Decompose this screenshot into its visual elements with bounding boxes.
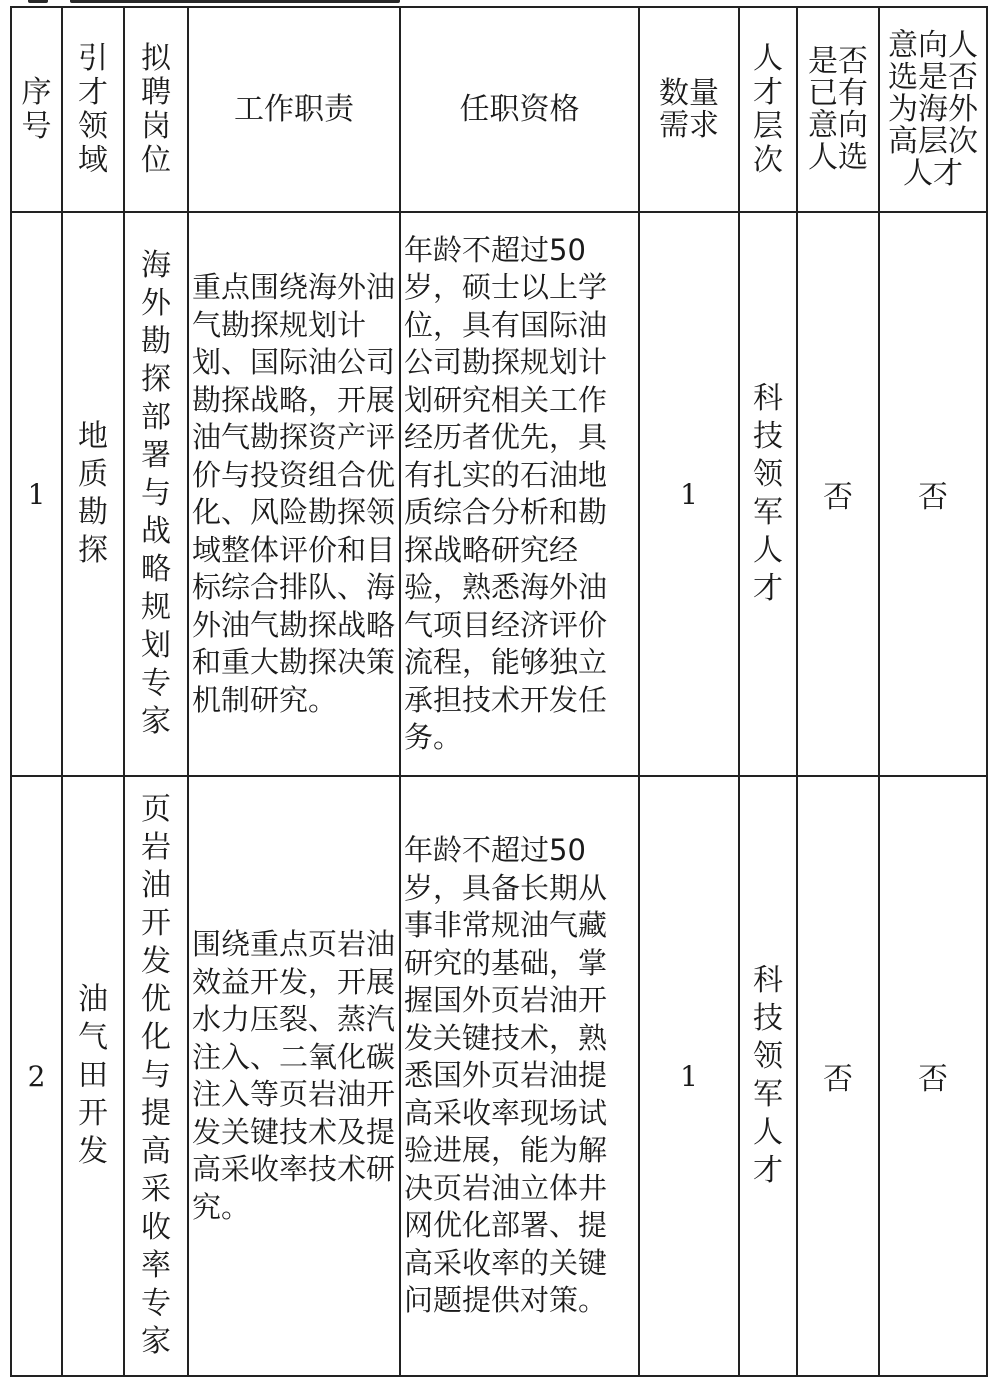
header-position: 拟聘岗位 (124, 7, 188, 212)
table-row (11, 776, 987, 1376)
recruitment-table (10, 6, 988, 1377)
row-seq: 2 (11, 776, 62, 1376)
header-qualifications: 任职资格 (400, 7, 639, 212)
header-quantity: 数量需求 (639, 7, 739, 212)
row-field: 油气田开发 (62, 776, 124, 1376)
row-overseas: 否 (879, 212, 987, 776)
header-overseas: 意向人选是否为海外高层次人才 (879, 7, 987, 212)
row-duties: 重点围绕海外油气勘探规划计划、国际油公司勘探战略，开展油气勘探资产评价与投资组合优化、风险勘探领域整体评价和目标综合排队、海外油气勘探战略和重大勘探决策机制研究。 (188, 212, 400, 776)
row-qualifications: 年龄不超过50岁，硕士以上学位，具有国际油公司勘探规划计划研究相关工作经历者优先，具有扎实的石油地质综合分析和勘探战略研究经验，熟悉海外油气项目经济评价流程，能够独立承担技术开发任务。 (400, 212, 639, 776)
row-has-candidate: 否 (797, 212, 879, 776)
row-level: 科技领军人才 (739, 776, 797, 1376)
row-seq: 1 (11, 212, 62, 776)
row-position: 页岩油开发优化与提高采收率专家 (124, 776, 188, 1376)
row-level: 科技领军人才 (739, 212, 797, 776)
row-overseas: 否 (879, 776, 987, 1376)
header-field: 引才领域 (62, 7, 124, 212)
header-duties: 工作职责 (188, 7, 400, 212)
header-level: 人才层次 (739, 7, 797, 212)
row-position: 海外勘探部署与战略规划专家 (124, 212, 188, 776)
row-has-candidate: 否 (797, 776, 879, 1376)
row-field: 地质勘探 (62, 212, 124, 776)
row-quantity: 1 (639, 212, 739, 776)
header-has-candidate: 是否已有意向人选 (797, 7, 879, 212)
table-row (11, 212, 987, 776)
header-seq: 序号 (11, 7, 62, 212)
header-row (11, 7, 987, 212)
row-duties: 围绕重点页岩油效益开发，开展水力压裂、蒸汽注入、二氧化碳注入等页岩油开发关键技术及提高采收率技术研究。 (188, 776, 400, 1376)
row-qualifications: 年龄不超过50岁，具备长期从事非常规油气藏研究的基础，掌握国外页岩油开发关键技术，熟悉国外页岩油提高采收率现场试验进展，能为解决页岩油立体井网优化部署、提高采收率的关键问题提供对策。 (400, 776, 639, 1376)
row-quantity: 1 (639, 776, 739, 1376)
